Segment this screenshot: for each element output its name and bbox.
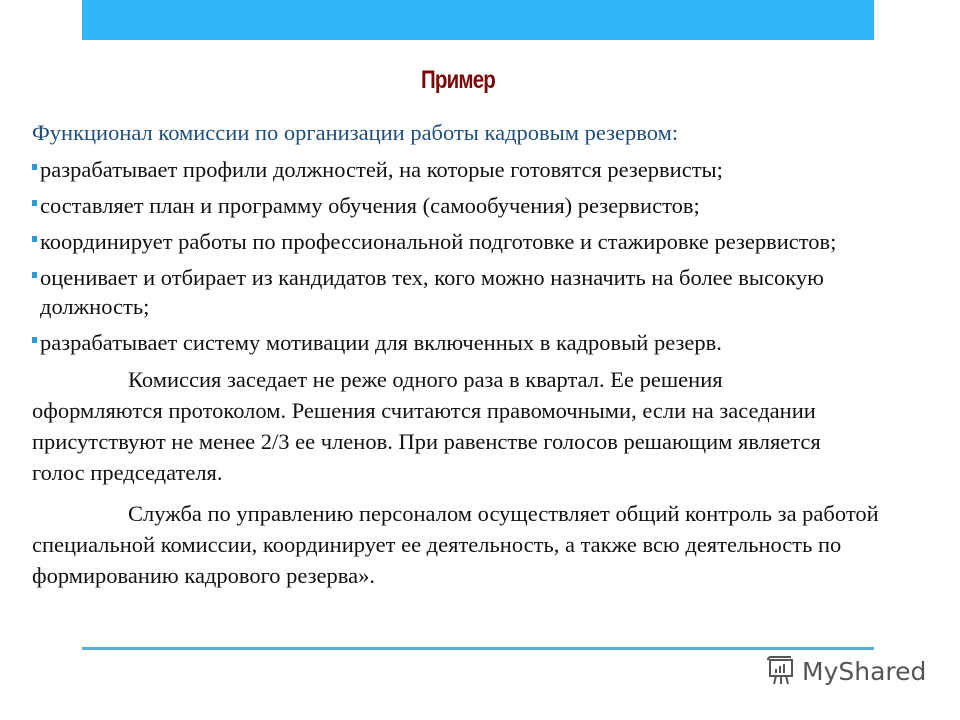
bullet-item: разрабатывает профили должностей, на которые готовятся резервисты; xyxy=(32,155,932,184)
slide-content xyxy=(32,118,932,591)
footer-divider xyxy=(82,647,874,650)
logo-text: MyShared xyxy=(802,656,927,686)
paragraph-hr-service: Служба по управлению персоналом осуществляет общий контроль за работой специальной комиссии, координирует ее деятельность, а также всю деятельность по формированию кадрового резерва». xyxy=(32,501,879,588)
bullet-item: оценивает и отбирает из кандидатов тех, кого можно назначить на более высокую должность; xyxy=(32,263,880,321)
square-bullet-icon xyxy=(32,236,37,242)
bullet-item: координирует работы по профессиональной подготовке и стажировке резервистов; xyxy=(32,227,860,256)
header-bar xyxy=(82,0,874,40)
intro-text: Функционал комиссии по организации работы кадровым резервом: xyxy=(32,120,679,145)
square-bullet-icon xyxy=(32,200,37,206)
presentation-board-icon xyxy=(766,656,796,686)
square-bullet-icon xyxy=(32,164,37,170)
bullet-item: составляет план и программу обучения (самообучения) резервистов; xyxy=(32,191,932,220)
square-bullet-icon xyxy=(32,337,37,343)
paragraph-commission: Комиссия заседает не реже одного раза в квартал. Ее решения оформляются протоколом. Решения считаются правомочными, если на заседании присутствуют не менее 2/3 ее членов. При равенстве голосов решающим является голос председателя. xyxy=(32,367,821,485)
slide-title: Пример xyxy=(420,66,496,94)
bullet-item: разрабатывает систему мотивации для включенных в кадровый резерв. xyxy=(32,328,932,357)
square-bullet-icon xyxy=(32,272,37,278)
myshared-logo[interactable] xyxy=(766,656,926,686)
